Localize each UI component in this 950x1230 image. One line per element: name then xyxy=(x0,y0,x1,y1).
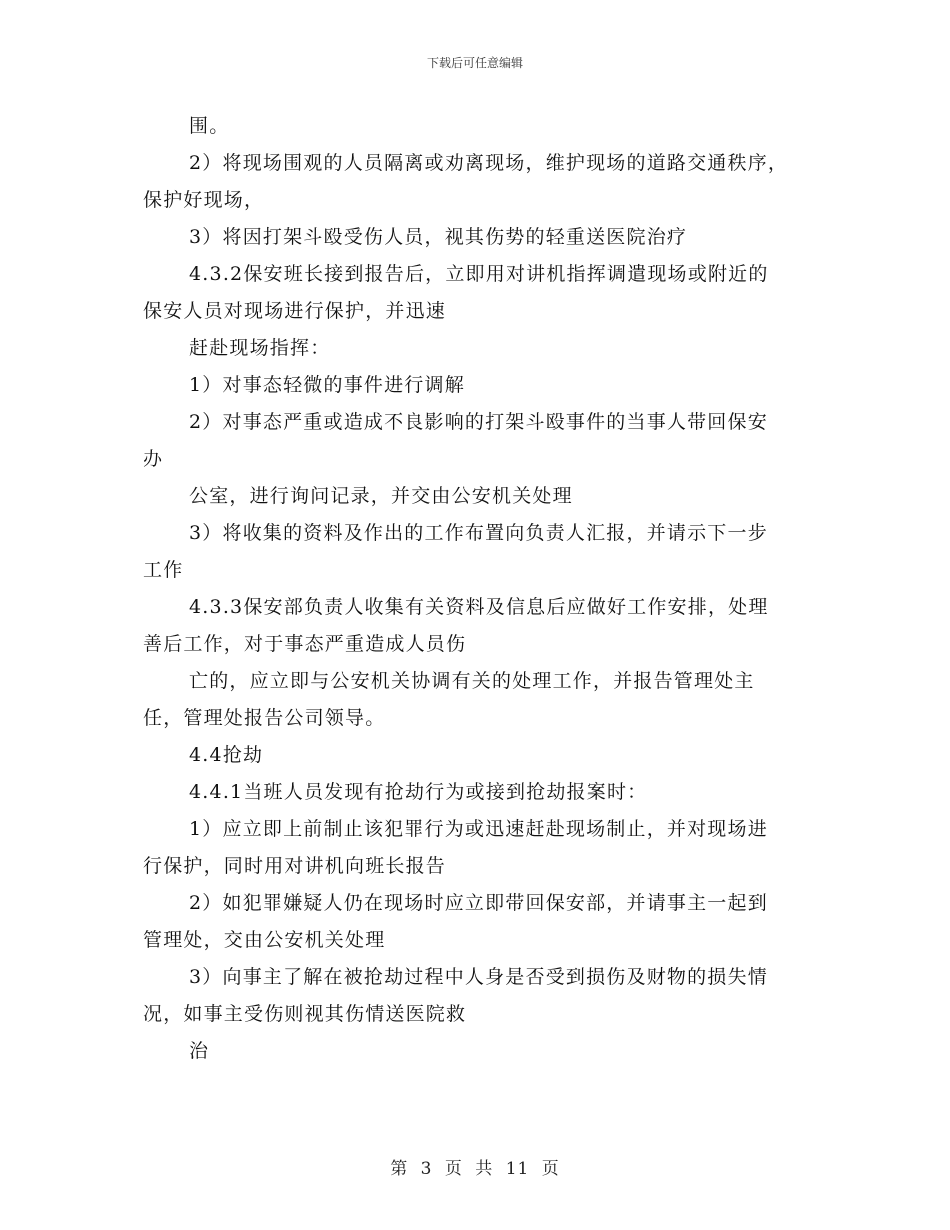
text-line: 2）如犯罪嫌疑人仍在现场时应立即带回保安部，并请事主一起到 xyxy=(189,892,768,914)
text-line: 4.4抢劫 xyxy=(189,744,264,766)
text-line: 善后工作，对于事态严重造成人员伤 xyxy=(143,633,467,655)
text-line: 赶赴现场指挥： xyxy=(189,337,331,359)
header-note: 下载后可任意编辑 xyxy=(426,56,523,70)
text-line: 工作 xyxy=(143,559,184,581)
text-line: 1）对事态轻微的事件进行调解 xyxy=(189,374,465,396)
text-line: 亡的，应立即与公安机关协调有关的处理工作，并报告管理处主 xyxy=(189,670,755,692)
text-line: 3）将因打架斗殴受伤人员，视其伤势的轻重送医院治疗 xyxy=(189,226,688,248)
text-line: 治 xyxy=(189,1040,210,1062)
text-line: 2）对事态严重或造成不良影响的打架斗殴事件的当事人带回保安 xyxy=(189,411,768,433)
text-line: 4.3.3保安部负责人收集有关资料及信息后应做好工作安排，处理 xyxy=(189,596,769,618)
text-line: 3）向事主了解在被抢劫过程中人身是否受到损伤及财物的损失情 xyxy=(189,966,768,988)
document-body xyxy=(143,108,813,1070)
text-line: 3）将收集的资料及作出的工作布置向负责人汇报，并请示下一步 xyxy=(189,522,768,544)
text-line: 保护好现场， xyxy=(143,189,265,211)
text-line: 围。 xyxy=(189,115,230,137)
text-line: 2）将现场围观的人员隔离或劝离现场，维护现场的道路交通秩序， xyxy=(189,152,789,174)
text-line: 行保护，同时用对讲机向班长报告 xyxy=(143,855,447,877)
page-footer: 第 3 页 共 11 页 xyxy=(390,1159,560,1179)
text-line: 1）应立即上前制止该犯罪行为或迅速赶赴现场制止，并对现场进 xyxy=(189,818,768,840)
text-line: 任，管理处报告公司领导。 xyxy=(143,707,386,729)
text-line: 办 xyxy=(143,448,164,470)
text-line: 公室，进行询问记录，并交由公安机关处理 xyxy=(189,485,573,507)
text-line: 况，如事主受伤则视其伤情送医院救 xyxy=(143,1003,467,1025)
text-line: 管理处，交由公安机关处理 xyxy=(143,929,386,951)
text-line: 4.3.2保安班长接到报告后，立即用对讲机指挥调遣现场或附近的 xyxy=(189,263,769,285)
text-line: 4.4.1当班人员发现有抢劫行为或接到抢劫报案时： xyxy=(189,781,648,803)
text-line: 保安人员对现场进行保护，并迅速 xyxy=(143,300,447,322)
